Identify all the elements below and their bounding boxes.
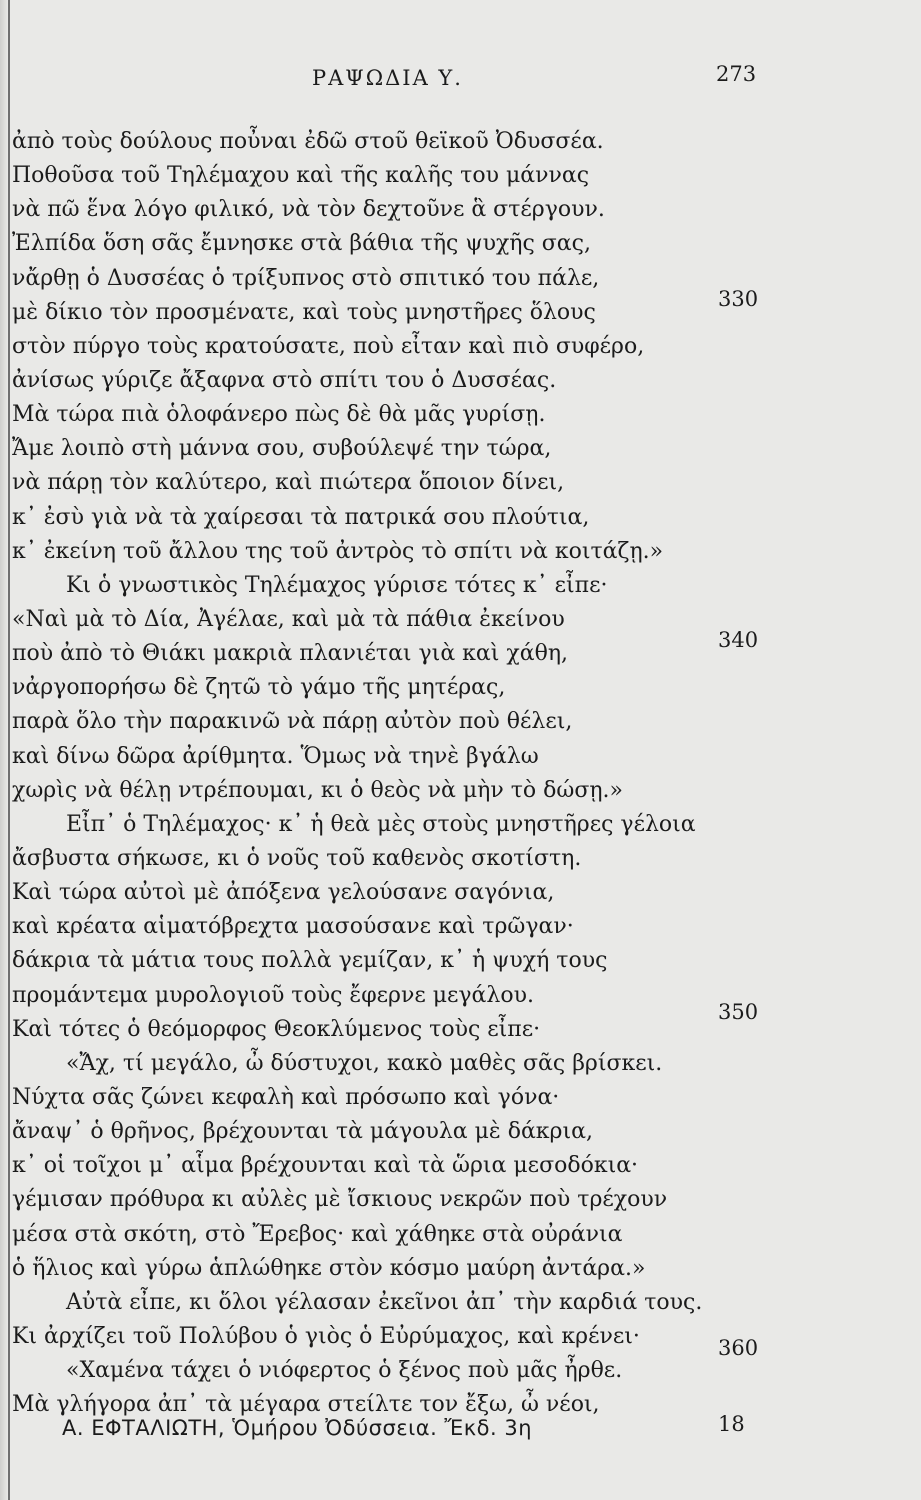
verse-line: Καὶ τότες ὁ θεόμορφος Θεοκλύμενος τοὺς εἶπε· bbox=[12, 1016, 541, 1042]
verse-block bbox=[12, 125, 732, 1422]
verse-line: νἀργοπορήσω δὲ ζητῶ τὸ γάμο τῆς μητέρας, bbox=[12, 675, 506, 701]
verse-line: κ᾽ ἐσὺ γιὰ νὰ τὰ χαίρεσαι τὰ πατρικά σου πλούτια, bbox=[12, 504, 590, 530]
verse-line: Κι ἀρχίζει τοῦ Πολύβου ὁ γιὸς ὁ Εὐρύμαχος, καὶ κρένει· bbox=[12, 1323, 640, 1349]
verse-line: δάκρια τὰ μάτια τους πολλὰ γεμίζαν, κ᾽ ἡ ψυχή τους bbox=[12, 948, 608, 974]
verse-line: Ἐλπίδα ὅση σᾶς ἔμνησκε στὰ βάθια τῆς ψυχῆς σας, bbox=[12, 231, 591, 257]
footer-imprint: Α. ΕΦΤΑΛΙΩΤΗ, Ὁμήρου Ὀδύσσεια. Ἔκδ. 3η bbox=[62, 1416, 533, 1440]
page-footer bbox=[0, 1408, 921, 1448]
line-number-330: 330 bbox=[718, 287, 759, 311]
verse-line: γέμισαν πρόθυρα κι αὐλὲς μὲ ἴσκιους νεκρῶν ποὺ τρέχουν bbox=[12, 1187, 668, 1213]
verse-line: «Ναὶ μὰ τὸ Δία, Ἀγέλαε, καὶ μὰ τὰ πάθια ἐκείνου bbox=[12, 606, 565, 632]
verse-line: ἀνίσως γύριζε ἄξαφνα στὸ σπίτι του ὁ Δυσσέας. bbox=[12, 367, 557, 393]
verse-line: Ποθοῦσα τοῦ Τηλέμαχου καὶ τῆς καλῆς του μάννας bbox=[12, 163, 590, 189]
line-number-350: 350 bbox=[718, 1000, 759, 1024]
page-gutter-edge bbox=[8, 0, 10, 1500]
verse-line: Μὰ γλήγορα ἀπ᾽ τὰ μέγαρα στείλτε τον ἔξω, ὦ νέοι, bbox=[12, 1392, 600, 1418]
verse-line: νὰ πάρῃ τὸν καλύτερο, καὶ πιώτερα ὅποιον δίνει, bbox=[12, 470, 565, 496]
verse-line: παρὰ ὅλο τὴν παρακινῶ νὰ πάρῃ αὐτὸν ποὺ θέλει, bbox=[12, 709, 573, 735]
running-head-title: ΡΑΨΩΔΙΑ Υ. bbox=[312, 66, 463, 90]
page-number: 273 bbox=[716, 62, 757, 86]
verse-line: ἄσβυστα σήκωσε, κι ὁ νοῦς τοῦ καθενὸς σκοτίστη. bbox=[12, 845, 582, 871]
running-head bbox=[0, 58, 921, 98]
verse-line: νὰ πῶ ἕνα λόγο φιλικό, νὰ τὸν δεχτοῦνε ἃ στέργουν. bbox=[12, 197, 605, 223]
verse-line: Ἄμε λοιπὸ στὴ μάννα σου, συβούλεψέ την τώρα, bbox=[12, 436, 552, 462]
verse-line: στὸν πύργο τοὺς κρατούσατε, ποὺ εἶταν καὶ πιὸ συφέρο, bbox=[12, 333, 645, 359]
verse-line: καὶ κρέατα αἱματόβρεχτα μασούσανε καὶ τρῶγαν· bbox=[12, 914, 574, 940]
verse-line: Νύχτα σᾶς ζώνει κεφαλὴ καὶ πρόσωπο καὶ γόνα· bbox=[12, 1084, 560, 1110]
verse-line: κ᾽ ἐκείνη τοῦ ἄλλου της τοῦ ἀντρὸς τὸ σπίτι νὰ κοιτάζῃ.» bbox=[12, 538, 664, 564]
verse-line: ὁ ἥλιος καὶ γύρω ἁπλώθηκε στὸν κόσμο μαύρη ἀντάρα.» bbox=[12, 1255, 646, 1281]
verse-line: «Ἄχ, τί μεγάλο, ὦ δύστυχοι, κακὸ μαθὲς σᾶς βρίσκει. bbox=[66, 1050, 663, 1076]
verse-line: κ᾽ οἱ τοῖχοι μ᾽ αἷμα βρέχουνται καὶ τὰ ὥρια μεσοδόκια· bbox=[12, 1153, 639, 1179]
verse-line: μὲ δίκιο τὸν προσμένατε, καὶ τοὺς μνηστῆρες ὅλους bbox=[12, 299, 596, 325]
verse-line: προμάντεμα μυρολογιοῦ τοὺς ἔφερνε μεγάλου. bbox=[12, 982, 534, 1008]
verse-line: νἄρθῃ ὁ Δυσσέας ὁ τρίξυπνος στὸ σπιτικό του πάλε, bbox=[12, 265, 600, 291]
page-gutter-shadow bbox=[0, 0, 8, 1500]
line-number-340: 340 bbox=[718, 628, 759, 652]
verse-line: Μὰ τώρα πιὰ ὁλοφάνερο πὼς δὲ θὰ μᾶς γυρίσῃ. bbox=[12, 402, 546, 428]
signature-mark: 18 bbox=[718, 1412, 745, 1436]
verse-line: Εἶπ᾽ ὁ Τηλέμαχος· κ᾽ ἡ θεὰ μὲς στοὺς μνηστῆρες γέλοια bbox=[66, 811, 696, 837]
line-number-360: 360 bbox=[718, 1336, 759, 1360]
verse-line: Κι ὁ γνωστικὸς Τηλέμαχος γύρισε τότες κ᾽ εἶπε· bbox=[66, 572, 608, 598]
verse-line: «Χαμένα τάχει ὁ νιόφερτος ὁ ξένος ποὺ μᾶς ἦρθε. bbox=[66, 1358, 623, 1384]
verse-line: ἄναψ᾽ ὁ θρῆνος, βρέχουνται τὰ μάγουλα μὲ δάκρια, bbox=[12, 1119, 593, 1145]
verse-line: χωρὶς νὰ θέλῃ ντρέπουμαι, κι ὁ θεὸς νὰ μὴν τὸ δώσῃ.» bbox=[12, 777, 623, 803]
verse-line: ἀπὸ τοὺς δούλους ποὖναι ἐδῶ στοῦ θεϊκοῦ Ὀδυσσέα. bbox=[12, 129, 604, 154]
verse-line: Αὐτὰ εἶπε, κι ὅλοι γέλασαν ἐκεῖνοι ἀπ᾽ τὴν καρδιά τους. bbox=[66, 1289, 703, 1315]
verse-line: μέσα στὰ σκότη, στὸ Ἔρεβος· καὶ χάθηκε στὰ οὐράνια bbox=[12, 1221, 623, 1247]
verse-line: ποὺ ἀπὸ τὸ Θιάκι μακριὰ πλανιέται γιὰ καὶ χάθη, bbox=[12, 641, 568, 667]
verse-line: καὶ δίνω δῶρα ἀρίθμητα. Ὅμως νὰ τηνὲ βγάλω bbox=[12, 743, 539, 769]
verse-line: Καὶ τώρα αὐτοὶ μὲ ἀπόξενα γελούσανε σαγόνια, bbox=[12, 880, 555, 906]
